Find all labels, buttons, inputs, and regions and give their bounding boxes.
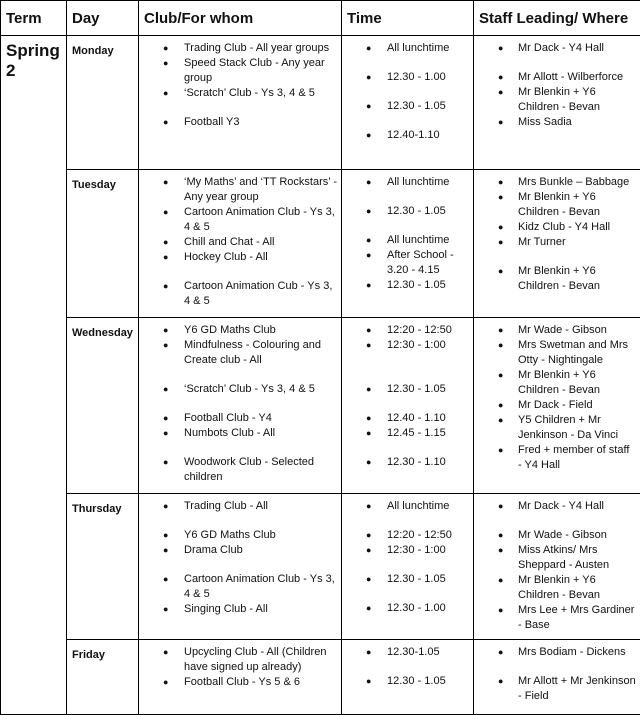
time-item: ● 12.30 - 1.05 <box>342 99 469 114</box>
staff-item: ● Mr Dack - Field <box>474 398 636 413</box>
time-item: ● 12:30 - 1:00 <box>342 338 469 353</box>
club-cell <box>139 318 342 494</box>
time-item: ● 12.30 - 1.05 <box>342 278 469 293</box>
club-item: ● Y6 GD Maths Club <box>139 323 337 338</box>
staff-item: ● Mrs Bodiam - Dickens <box>474 645 636 660</box>
staff-item: ● Mr Wade - Gibson <box>474 323 636 338</box>
time-item: ● 12.45 - 1.15 <box>342 426 469 441</box>
time-item: ● All lunchtime <box>342 175 469 190</box>
club-item: ● Drama Club <box>139 543 337 558</box>
staff-item: ● Mrs Bunkle – Babbage <box>474 175 636 190</box>
time-item: ● 12:20 - 12:50 <box>342 528 469 543</box>
header-staff: Staff Leading/ Where <box>474 1 640 36</box>
staff-item: ● Miss Atkins/ Mrs Sheppard - Austen <box>474 543 636 573</box>
staff-item: ● Fred + member of staff - Y4 Hall <box>474 443 636 473</box>
header-row <box>1 1 640 36</box>
staff-cell <box>474 640 640 715</box>
club-item: ● Football Club - Y4 <box>139 411 337 426</box>
club-item: ● Singing Club - All <box>139 602 337 617</box>
time-item: ● After School - 3.20 - 4.15 <box>342 248 469 278</box>
header-day: Day <box>67 1 139 36</box>
staff-item: ● Kidz Club - Y4 Hall <box>474 220 636 235</box>
staff-item: ● Mrs Lee + Mrs Gardiner - Base <box>474 603 636 633</box>
time-item: ● All lunchtime <box>342 499 469 514</box>
staff-item: ● Mr Allott - Wilberforce <box>474 70 636 85</box>
day-name: Friday <box>67 640 139 715</box>
staff-item: ● Mr Blenkin + Y6 Children - Bevan <box>474 264 636 294</box>
club-cell <box>139 494 342 640</box>
day-row-friday <box>1 640 640 715</box>
staff-item: ● Mr Dack - Y4 Hall <box>474 41 636 56</box>
club-item: ● Football Y3 <box>139 115 337 130</box>
club-cell <box>139 36 342 170</box>
staff-item: ● Mr Blenkin + Y6 Children - Bevan <box>474 85 636 115</box>
club-item: ● Speed Stack Club - Any year group <box>139 56 337 86</box>
time-item: ● 12.30-1.05 <box>342 645 469 660</box>
time-item: ● 12.30 - 1.00 <box>342 70 469 85</box>
staff-item: ● Mr Blenkin + Y6 Children - Bevan <box>474 368 636 398</box>
staff-item: ● Y5 Children + Mr Jenkinson - Da Vinci <box>474 413 636 443</box>
header-time: Time <box>342 1 474 36</box>
club-item: ● ‘Scratch’ Club - Ys 3, 4 & 5 <box>139 382 337 397</box>
time-item: ● 12.30 - 1.05 <box>342 204 469 219</box>
term-number: 2 <box>6 61 16 80</box>
day-row-monday <box>1 36 640 170</box>
time-item: ● 12.30 - 1.05 <box>342 382 469 397</box>
day-name: Tuesday <box>67 170 139 318</box>
time-item: ● All lunchtime <box>342 41 469 56</box>
time-item: ● 12:20 - 12:50 <box>342 323 469 338</box>
day-name: Thursday <box>67 494 139 640</box>
time-item: ● 12.30 - 1.10 <box>342 455 469 470</box>
club-item: ● Chill and Chat - All <box>139 235 337 250</box>
club-item: ● ‘My Maths’ and ‘TT Rockstars’ - Any year group <box>139 175 337 205</box>
header-club: Club/For whom <box>139 1 342 36</box>
time-cell <box>342 318 474 494</box>
time-item: ● All lunchtime <box>342 233 469 248</box>
club-item: ● Cartoon Animation Club - Ys 3, 4 & 5 <box>139 572 337 602</box>
time-item: ● 12.40-1.10 <box>342 128 469 143</box>
club-item: ● Hockey Club - All <box>139 250 337 265</box>
day-row-tuesday <box>1 170 640 318</box>
staff-cell <box>474 36 640 170</box>
time-item: ● 12.30 - 1.05 <box>342 572 469 587</box>
club-item: ● Mindfulness - Colouring and Create club - All <box>139 338 337 368</box>
club-item: ● Cartoon Animation Cub - Ys 3, 4 & 5 <box>139 279 337 309</box>
day-row-wednesday <box>1 318 640 494</box>
club-cell <box>139 640 342 715</box>
staff-item: ● Mr Blenkin + Y6 Children - Bevan <box>474 190 636 220</box>
club-item: ● ‘Scratch’ Club - Ys 3, 4 & 5 <box>139 86 337 101</box>
club-item: ● Numbots Club - All <box>139 426 337 441</box>
staff-item: ● Mr Blenkin + Y6 Children - Bevan <box>474 573 636 603</box>
term-cell <box>1 36 67 715</box>
day-name: Wednesday <box>67 318 139 494</box>
time-item: ● 12.30 - 1.05 <box>342 674 469 689</box>
club-item: ● Trading Club - All <box>139 499 337 514</box>
staff-item: ● Mr Turner <box>474 235 636 250</box>
time-item: ● 12:30 - 1:00 <box>342 543 469 558</box>
staff-item: ● Miss Sadia <box>474 115 636 130</box>
time-item: ● 12.40 - 1.10 <box>342 411 469 426</box>
day-name: Monday <box>67 36 139 170</box>
staff-item: ● Mr Wade - Gibson <box>474 528 636 543</box>
time-cell <box>342 494 474 640</box>
club-item: ● Football Club - Ys 5 & 6 <box>139 675 337 690</box>
club-item: ● Woodwork Club - Selected children <box>139 455 337 485</box>
club-item: ● Trading Club - All year groups <box>139 41 337 56</box>
time-cell <box>342 170 474 318</box>
club-item: ● Y6 GD Maths Club <box>139 528 337 543</box>
staff-item: ● Mrs Swetman and Mrs Otty - Nightingale <box>474 338 636 368</box>
time-item: ● 12.30 - 1.00 <box>342 601 469 616</box>
staff-cell <box>474 170 640 318</box>
header-term: Term <box>1 1 67 36</box>
time-cell <box>342 640 474 715</box>
club-cell <box>139 170 342 318</box>
staff-item: ● Mr Dack - Y4 Hall <box>474 499 636 514</box>
term-name: Spring <box>6 41 60 60</box>
staff-item: ● Mr Allott + Mr Jenkinson - Field <box>474 674 636 704</box>
staff-cell <box>474 318 640 494</box>
day-row-thursday <box>1 494 640 640</box>
club-item: ● Upcycling Club - All (Children have signed up already) <box>139 645 337 675</box>
club-item: ● Cartoon Animation Club - Ys 3, 4 & 5 <box>139 205 337 235</box>
staff-cell <box>474 494 640 640</box>
time-cell <box>342 36 474 170</box>
